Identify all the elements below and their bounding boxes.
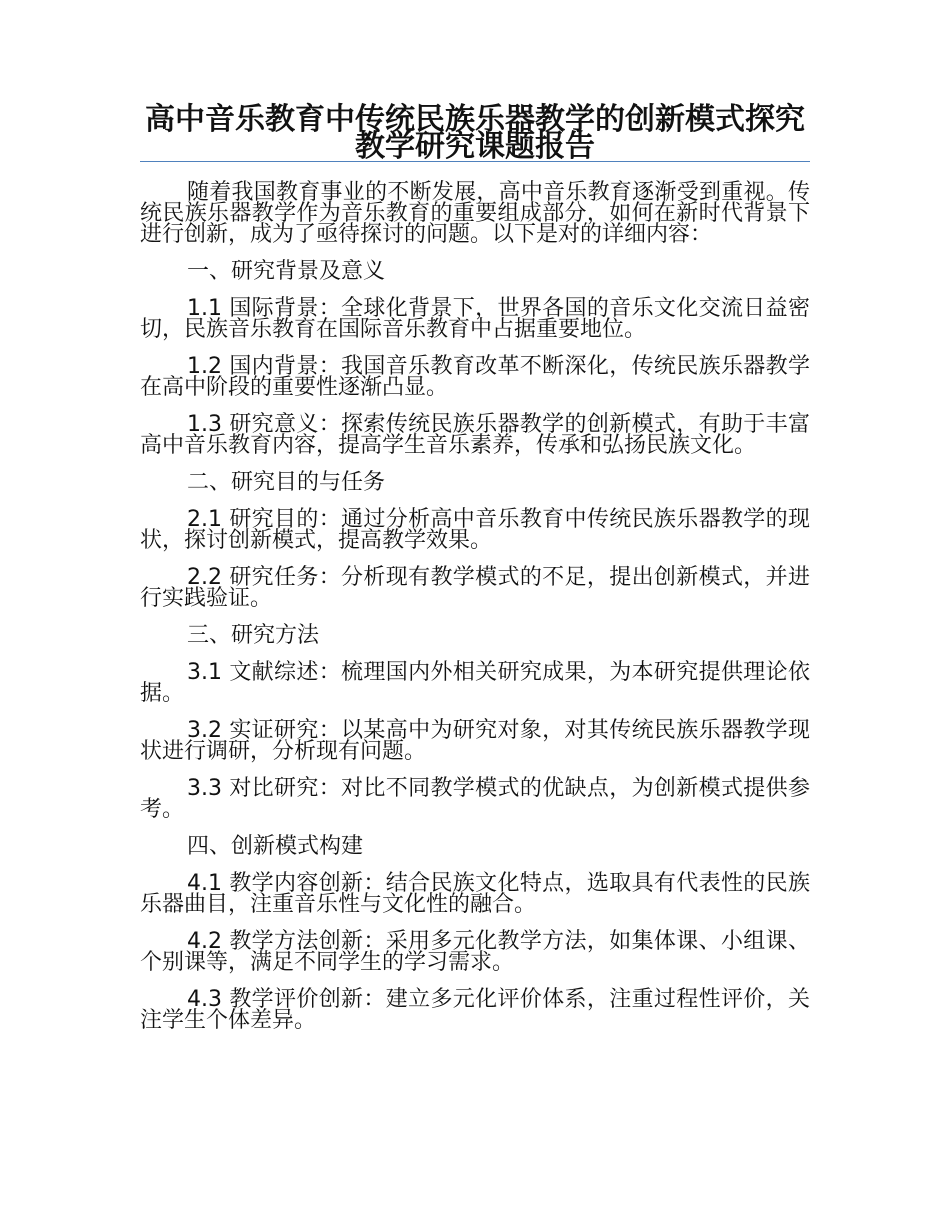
title-underline [140,161,810,162]
section-heading-2: 二、研究目的与任务 [187,470,386,495]
paragraph-3-3: 3.3 对比研究：对比不同教学模式的优缺点，为创新模式提供参考。 [140,776,810,822]
paragraph-1-2: 1.2 国内背景：我国音乐教育改革不断深化，传统民族乐器教学在高中阶段的重要性逐渐凸显。 [140,354,810,400]
paragraph-4-2: 4.2 教学方法创新：采用多元化教学方法，如集体课、小组课、个别课等，满足不同学生的学习需求。 [140,929,810,975]
document-body [140,182,810,1047]
section-heading-1: 一、研究背景及意义 [187,259,386,284]
section-heading-3: 三、研究方法 [187,623,320,648]
paragraph-1-1: 1.1 国际背景：全球化背景下，世界各国的音乐文化交流日益密切，民族音乐教育在国际音乐教育中占据重要地位。 [140,296,810,342]
paragraph-3-2: 3.2 实证研究：以某高中为研究对象，对其传统民族乐器教学现状进行调研，分析现有问题。 [140,718,810,764]
paragraph-3-1: 3.1 文献综述：梳理国内外相关研究成果，为本研究提供理论依据。 [140,660,810,706]
paragraph-1-3: 1.3 研究意义：探索传统民族乐器教学的创新模式，有助于丰富高中音乐教育内容，提高学生音乐素养，传承和弘扬民族文化。 [140,412,810,458]
intro-paragraph: 随着我国教育事业的不断发展，高中音乐教育逐渐受到重视。传统民族乐器教学作为音乐教育的重要组成部分，如何在新时代背景下进行创新，成为了亟待探讨的问题。以下是对的详细内容： [140,180,810,247]
paragraph-2-1: 2.1 研究目的：通过分析高中音乐教育中传统民族乐器教学的现状，探讨创新模式，提高教学效果。 [140,507,810,553]
paragraph-4-3: 4.3 教学评价创新：建立多元化评价体系，注重过程性评价，关注学生个体差异。 [140,987,810,1033]
section-heading-4: 四、创新模式构建 [187,834,364,859]
document-title: 高中音乐教育中传统民族乐器教学的创新模式探究教学研究课题报告 [145,102,805,164]
paragraph-2-2: 2.2 研究任务：分析现有教学模式的不足，提出创新模式，并进行实践验证。 [140,565,810,611]
paragraph-4-1: 4.1 教学内容创新：结合民族文化特点，选取具有代表性的民族乐器曲目，注重音乐性与文化性的融合。 [140,871,810,917]
